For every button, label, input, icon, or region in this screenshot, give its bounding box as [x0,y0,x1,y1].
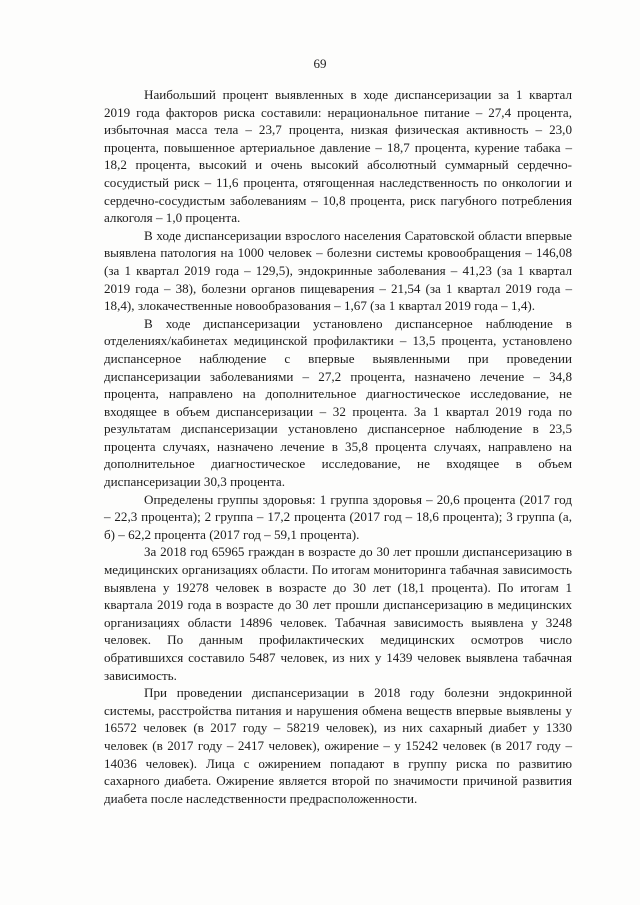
paragraph-health-groups: Определены группы здоровья: 1 группа здоровья – 20,6 процента (2017 год – 22,3 процента); 2 группа – 17,2 процента (2017 год – 18,6 процента); 3 группа (а, б) – 62,2 процента (2017 год – 59,1 процента). [104,491,572,542]
paragraph-risk-factors: Наибольший процент выявленных в ходе диспансеризации за 1 квартал 2019 года факторов риска составили: нерациональное питание – 27,4 процента, избыточная масса тела – 23,7 процента, низкая физическая активность – 23,0 процента, повышенное артериальное давление – 18,7 процента, курение табака – 18,2 процента, высокий и очень высокий абсолютный суммарный сердечно-сосудистый риск – 11,6 процента, отягощенная наследственность по онкологии и сердечно-сосудистым заболеваниям – 10,8 процента, риск пагубного потребления алкоголя – 1,0 процента. [104,87,572,226]
paragraph-tobacco: За 2018 год 65965 граждан в возрасте до 30 лет прошли диспансеризацию в медицинских организациях области. По итогам мониторинга табачная зависимость выявлена у 19278 человек в возрасте до 30 лет (18,1 процента). По итогам 1 квартала 2019 года в возрасте до 30 лет прошли диспансеризацию в медицинских организациях области 14896 человек. Табачная зависимость выявлена у 3248 человек. По данным профилактических медицинских осмотров число обратившихся составило 5487 человек, из них у 1439 человек выявлена табачная зависимость. [104,544,572,683]
paragraph-dispensary-observation: В ходе диспансеризации установлено диспансерное наблюдение в отделениях/кабинетах медицинской профилактики – 13,5 процента, установлено диспансерное наблюдение с впервые выявленными при проведении диспансеризации заболеваниями – 27,2 процента, назначено лечение – 34,8 процента, направлено на дополнительное диагностическое исследование, не входящее в объем диспансеризации – 32 процента. За 1 квартал 2019 года по результатам диспансеризации установлено диспансерное наблюдение в 23,5 процента случаях, назначено лечение в 35,8 процента случаях, направлено на дополнительное диагностическое исследование, не входящее в объем диспансеризации 30,3 процента. [104,315,572,490]
document-body [104,86,572,807]
page-number: 69 [313,56,327,71]
paragraph-pathology: В ходе диспансеризации взрослого населения Саратовской области впервые выявлена патология на 1000 человек – болезни системы кровообращения – 146,08 (за 1 квартал 2019 года – 129,5), эндокринные заболевания – 41,23 (за 1 квартал 2019 года – 38), болезни органов пищеварения – 21,54 (за 1 квартал 2019 года – 18,4), злокачественные новообразования – 1,67 (за 1 квартал 2019 года – 1,4). [104,227,572,314]
paragraph-endocrine: При проведении диспансеризации в 2018 году болезни эндокринной системы, расстройства питания и нарушения обмена веществ впервые выявлены у 16572 человек (в 2017 году – 58219 человек), из них сахарный диабет у 1330 человек (в 2017 году – 2417 человек), ожирение – у 15242 человек (в 2017 году – 14036 человек). Лица с ожирением попадают в группу риска по развитию сахарного диабета. Ожирение является второй по значимости причиной развития диабета после наследственности предрасположенности. [104,685,572,806]
